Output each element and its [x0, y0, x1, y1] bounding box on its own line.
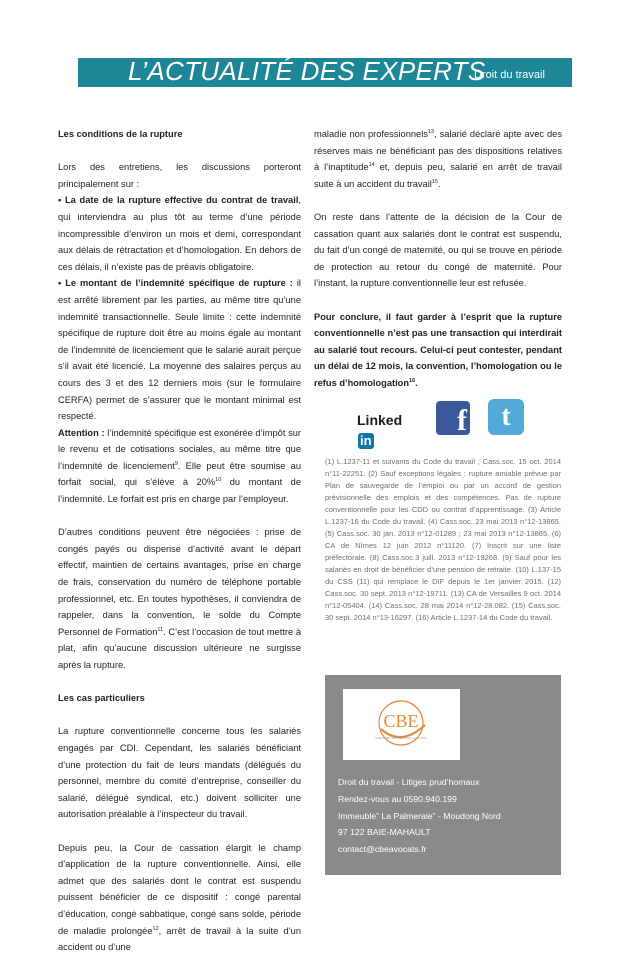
twitter-icon[interactable]: t	[488, 399, 524, 435]
paragraph-conclusion: Pour conclure, il faut garder à l’esprit que la rupture conventionnelle n’est pas une transaction qui interdirait au salarié tout recours. Celui-ci peut contester, pendant un délai de 12 mois, la convention, l’homologation ou le refus d’homologation$^{16}$.	[314, 311, 562, 388]
linkedin-icon[interactable]: Linkedin	[357, 412, 403, 448]
facebook-icon[interactable]: f	[436, 401, 470, 435]
contact-city: 97 122 BAIE-MAHAULT	[338, 827, 431, 838]
contact-phone[interactable]: Rendez-vous au 0590.940.199	[338, 793, 457, 804]
right-column	[314, 126, 562, 392]
firm-logo	[343, 689, 460, 760]
paragraph-other-conditions: D’autres conditions peuvent être négociées : prise de congés payés ou dispense d’activité avant le départ effectif, maintien de certains avantages, prise en charge de frais, conservation du numéro de téléphone portable professionnel, etc. En toutes hypothèses, il conviendra de rappeler, dans la convention, le solde du Compte Personnel de Formation$^{11}$. C’est l’occasion de tout mettre à plat, afin qu’aucune discussion ultérieure ne surgisse après la rupture.	[58, 527, 301, 670]
bullet-date-rupture: • La date de la rupture effective du contrat de travail, qui interviendra au plus tôt au terme d’une période incompressible d’environ un mois et demi, correspondant aux délais de rétractation et d’homologation. En dehors de ces délais, il n’existe pas de préavis obligatoire.	[58, 195, 301, 272]
paragraph-cassation: Depuis peu, la Cour de cassation élargit le champ d’application de la rupture conventionnelle. Ainsi, elle admet que des salariés dont le contrat est suspendu puissent bénéficier de ce dispositif : congé parental d’éducation, congé sabbatique, congé sans solde, période de maladie prolongée$^{12}$, arrêt de travail à la suite d’un accident ou d’une	[58, 842, 301, 953]
contact-email[interactable]: contact@cbeavocats.fr	[338, 844, 427, 855]
heading-conditions: Les conditions de la rupture	[58, 129, 183, 139]
page-title: L’ACTUALITÉ DES EXPERTS	[128, 56, 486, 86]
contact-address: Immeuble” La Palmeraie” - Moudong Nord	[338, 810, 501, 821]
paragraph-waiting-decision: On reste dans l’attente de la décision de la Cour de cassation quant aux salariés dont le contrat est suspendu, du fait d’un congé de maternité, ou qui se trouve en période de protection au retour du congé de maternité. Pour l’instant, la rupture conventionnelle leur est refusée.	[314, 211, 562, 289]
contact-specialty: Droit du travail - Litiges prud’homaux	[338, 777, 480, 787]
paragraph-intro: Lors des entretiens, les discussions porteront principalement sur :	[58, 162, 301, 189]
left-column	[58, 126, 301, 956]
logo-mark-icon	[343, 689, 460, 760]
page-section-label: Droit du travail	[474, 69, 545, 81]
bullet-indemnite: • Le montant de l’indemnité spécifique de rupture : il est arrêté librement par les parties, au même titre qu’une indemnité transactionnelle. Seule limite : cette indemnité spécifique de rupture doit être au moins égale au montant de l’indemnité de licenciement que le salarié aurait perçue s’il avait été licencié. La moyenne des salaires perçus au cours des 3 et des 12 derniers mois (sur le formulaire CERFA) permet de s’assurer que le montant minimal est respecté.	[58, 278, 301, 422]
heading-particular-cases: Les cas particuliers	[58, 693, 145, 704]
contact-info	[338, 774, 501, 858]
paragraph-cdi: La rupture conventionnelle concerne tous les salariés engagés par CDI. Cependant, les salariés bénéficiant d’une protection du fait de leurs mandats (délégués du personnel, membre du comité d’entreprise, conseiller du salarié, délégué syndical, etc.) doivent solliciter une autorisation préalable à l’inspecteur du travail.	[58, 726, 301, 820]
paragraph-continuation: maladie non professionnels$^{13}$, salarié déclaré apte avec des réserves mais ne bénéficiant pas des dispositions relatives à l’inaptitude$^{14}$ et, depuis peu, salarié en arrêt de travail suite à un accident du travail$^{15}$.	[314, 128, 562, 189]
logo-monogram: CBE	[383, 711, 419, 731]
paragraph-attention: Attention : l’indemnité spécifique est exonérée d’impôt sur le revenu et de cotisations sociales, au même titre que l’indemnité de licenciement$^9$. Elle peut être soumise au forfait social, qui s’élève à 20%$^{10}$ du montant de l’indemnité. Le forfait est pris en charge par l’employeur.	[58, 427, 302, 505]
logo-tagline: Cabinet Bernard Bouchaud & Associés	[375, 736, 427, 740]
footnotes: (1) L.1237-11 et suivants du Code du travail ; Cass.soc. 15 oct. 2014 n°11-22251. (2) Sauf exceptions légales : rupture amiable prévue par Plan de sauvegarde de l’emploi ou par un accord de gestion prévisionnelle des emplois et des compétences. Pas de rupture conventionnelle pour les CDD ou contrat d’apprentissage. (3) Article L.1237-16 du Code du travail. (4) Cass.soc. 23 mai 2013 n°12-13865. (5) Cass.soc. 30 jan. 2013 n°12-01289 ; 23 mai 2013 n°12-13865. (6) CA de Nîmes 12 juin 2012 n°11120. (7) Inscrit sur une liste préfectorale. (8) Cass.soc.3 juill. 2013 n°12-19268. (9) Sauf pour les salariés en droit de bénéficier d’une pension de retraite. (10) L.137-15 du CSS (11) qui remplace le DIF depuis le 1er janvier 2015. (12) Cass.soc. 30 sept. 2013 n°12-19711. (13) CA de Versailles 9 oct. 2014 n°12-05404. (14) Cass.soc. 28 mai 2014 n°12-28.082. (15) Cass.soc. 30 sept. 2014 n°13-16297. (16) Article L.1237-14 du Code du travail.	[325, 457, 561, 622]
